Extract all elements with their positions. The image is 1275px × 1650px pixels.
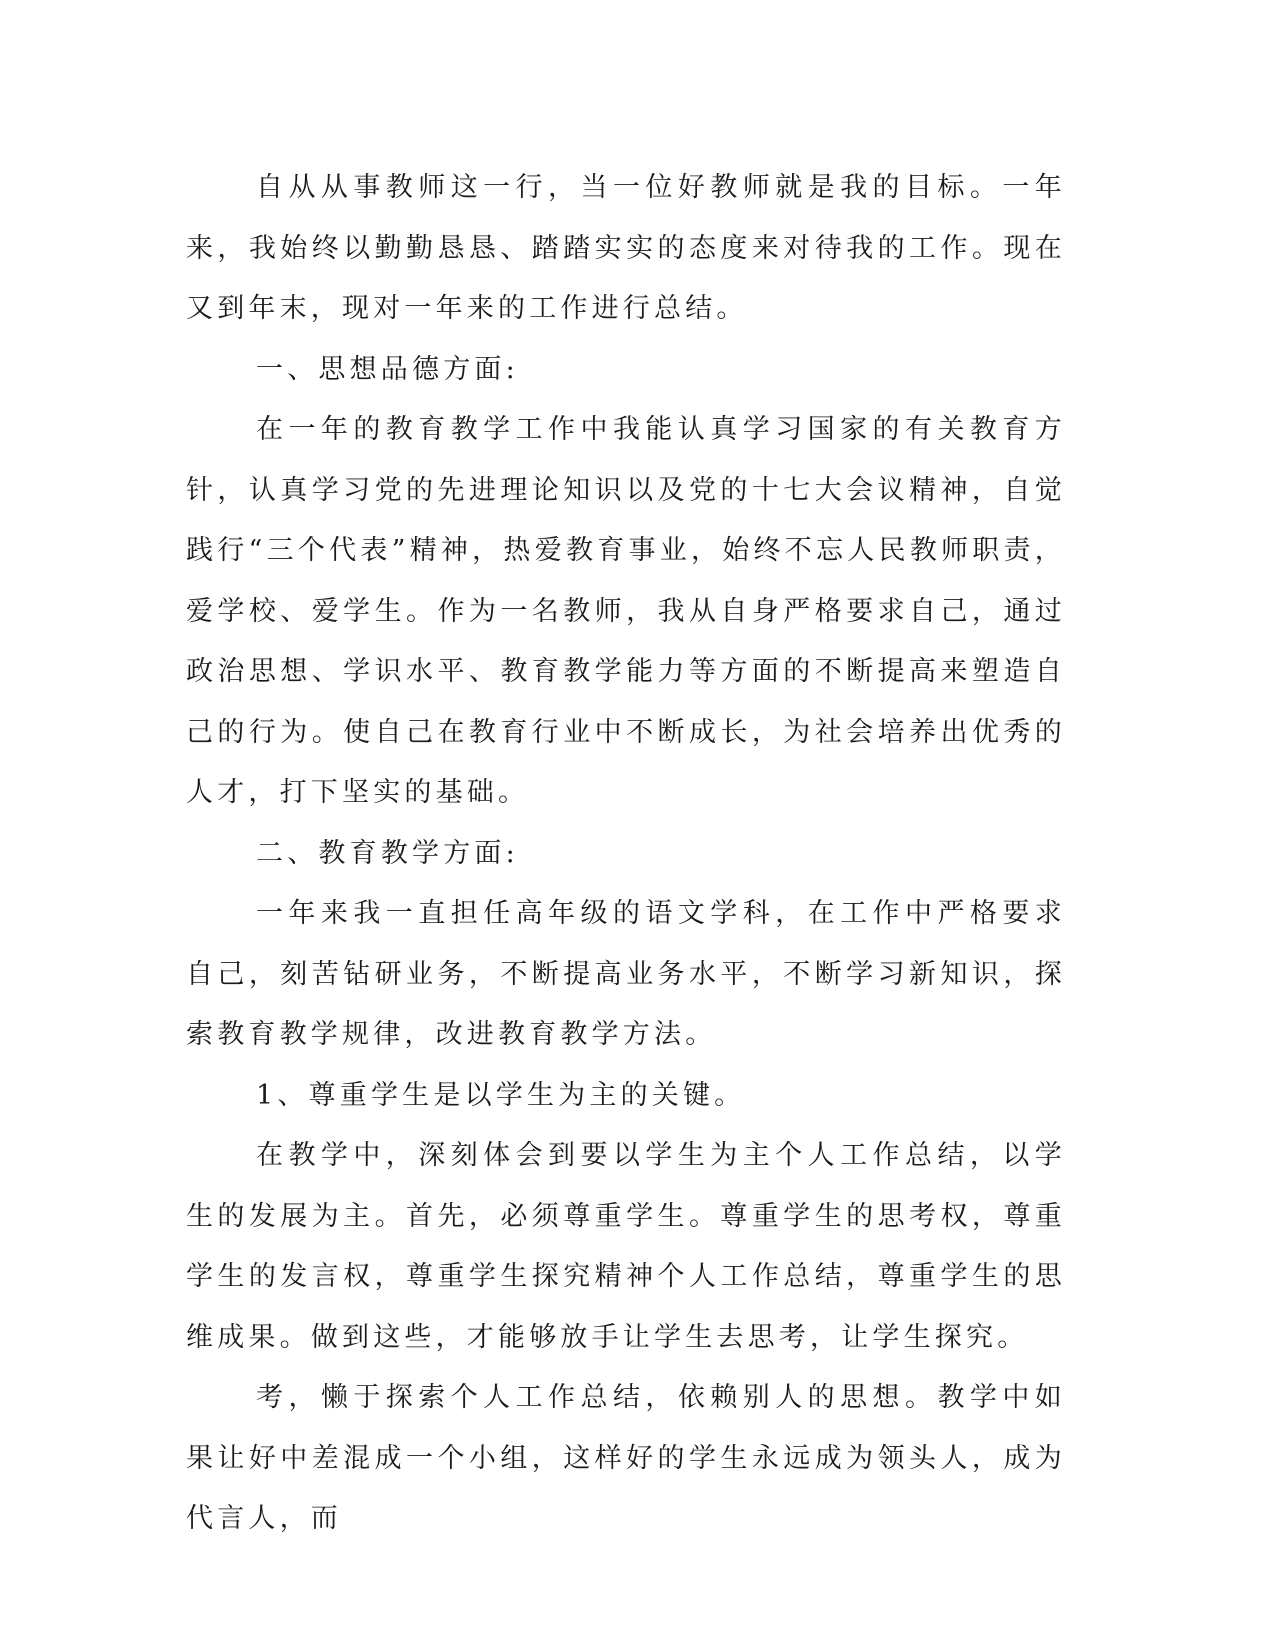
subheading-respect-students: 1、尊重学生是以学生为主的关键。 (256, 1079, 746, 1111)
paragraph-teaching: 一年来我一直担任高年级的语文学科，在工作中严格要求自己，刻苦钻研业务，不断提高业务水平，不断学习新知识，探索教育教学规律，改进教育教学方法。 (186, 898, 1066, 1050)
paragraph-moral: 在一年的教育教学工作中我能认真学习国家的有关教育方针，认真学习党的先进理论知识以及党的十七大会议精神，自觉践行“三个代表”精神，热爱教育事业，始终不忘人民教师职责，爱学校、爱学生。作为一名教师，我从自身严格要求自己，通过政治思想、学识水平、教育教学能力等方面的不断提高来塑造自己的行为。使自己在教育行业中不断成长，为社会培养出优秀的人才，打下坚实的基础。 (186, 414, 1066, 808)
paragraph-respect-students: 在教学中，深刻体会到要以学生为主个人工作总结，以学生的发展为主。首先，必须尊重学生。尊重学生的思考权，尊重学生的发言权，尊重学生探究精神个人工作总结，尊重学生的思维成果。做到这些，才能够放手让学生去思考，让学生探究。 (186, 1140, 1066, 1353)
paragraph-intro: 自从从事教师这一行，当一位好教师就是我的目标。一年来，我始终以勤勤恳恳、踏踏实实的态度来对待我的工作。现在又到年末，现对一年来的工作进行总结。 (186, 172, 1066, 324)
section-heading-moral: 一、思想品德方面: (256, 353, 519, 385)
paragraph-group-work: 考，懒于探索个人工作总结，依赖别人的思想。教学中如果让好中差混成一个小组，这样好的学生永远成为领头人，成为代言人，而 (186, 1382, 1066, 1534)
document-body (186, 158, 1066, 1550)
section-heading-teaching: 二、教育教学方面: (256, 837, 519, 869)
